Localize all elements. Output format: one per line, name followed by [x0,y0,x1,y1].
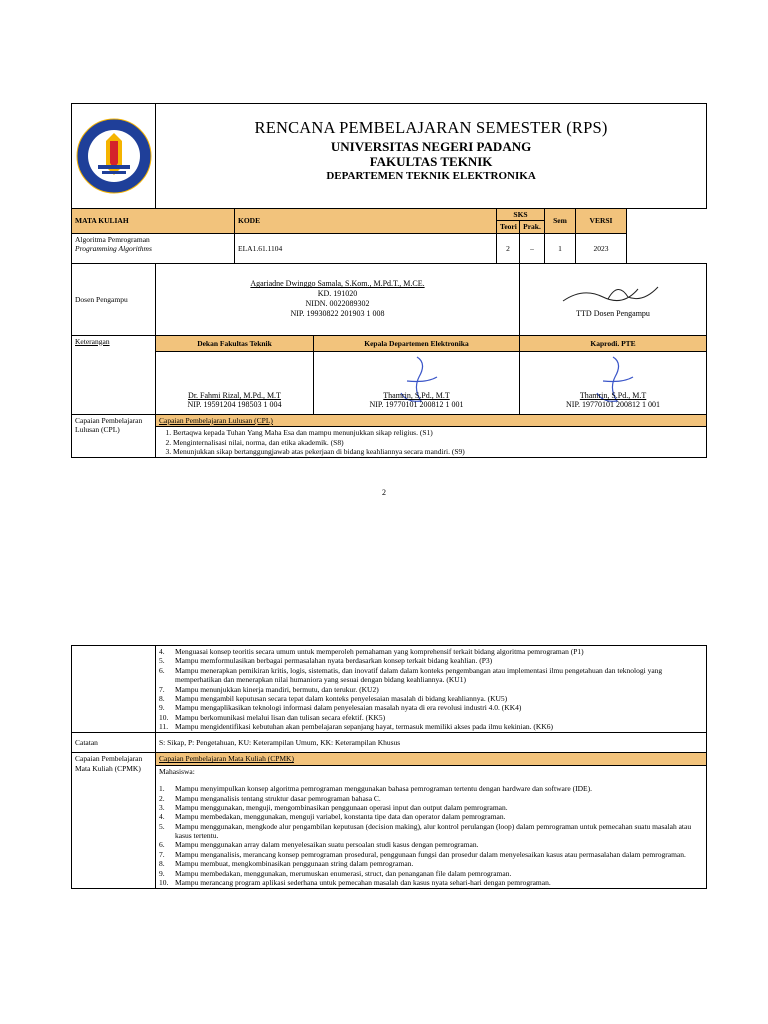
dekan-signature [156,351,314,414]
list-item: 10. Mampu merancang program aplikasi sederhana untuk pemecahan masalah dan kasus nyata sehari-hari dengan pemrograman. [159,877,551,887]
catatan-label: Catatan [72,733,156,753]
title-cell [156,104,707,209]
list-item: 6. Mampu menggunakan array dalam menyelesaikan suatu persoalan studi kasus dengan pemrograman. [159,840,479,850]
mata-kuliah-header: MATA KULIAH [72,209,235,234]
kadep-nip: NIP. 19770101 200812 1 001 [369,399,464,409]
dosen-info [156,263,520,335]
dekan-name: Dr. Fahmi Rizal, M.Pd., M.T [188,390,281,400]
kadep-name: Thamrin, S.Pd., M.T [383,390,450,400]
dosen-signature-icon [558,279,668,309]
list-item: 8. Mampu mengambil keputusan secara tepat dalam konteks penyelesaian masalah di bidang keahliannya. (KU5) [159,693,508,703]
cpmk-heading: Capaian Pembelajaran Mata Kuliah (CPMK) [156,753,707,765]
list-item: 9. Mampu mengaplikasikan teknologi informasi dalam penyelesaian masalah nyata di era revolusi industri 4.0. (KK4) [159,703,522,713]
dekan-nip: NIP. 19591204 198503 1 004 [187,399,282,409]
rps-continuation-table [71,645,707,889]
list-item: 9. Mampu membedakan, menggunakan, merumuskan enumerasi, struct, dan penanganan file dalam pemrograman. [159,868,512,878]
list-item: 3. Menunjukkan sikap bertanggungjawab atas pekerjaan di bidang keahliannya secara mandiri. (S9) [173,447,703,456]
cpmk-label: Capaian Pembelajaran Mata Kuliah (CPMK) [72,753,156,889]
kadep-header: Kepala Departemen Elektronika [314,335,520,351]
sks-header: SKS [497,209,545,221]
kode-header: KODE [235,209,497,234]
prak-header: Prak. [520,221,545,233]
cpl-cont-list [159,647,703,731]
kadep-signature [314,351,520,414]
kaprodi-header: Kaprodi. PTE [520,335,707,351]
list-item: 4. Mampu membedakan, menggunakan, menguji variabel, konstanta tipe data dan operator dalam pemrograman. [159,812,506,822]
dosen-kd: KD. 191020 [317,289,358,299]
list-item: 7. Mampu menganalisis, merancang konsep pemrograman prosedural, penggunaan fungsi dan prosedur dalam menyelesaikan kasus atau permasalahan dalam pemrograman. [159,849,686,859]
cpl-heading: Capaian Pembelajaran Lulusan (CPL) [156,414,707,426]
list-item: 8. Mampu membuat, mengkombinasikan penggunaan string dalam pemrograman. [159,859,414,869]
university-name: UNIVERSITAS NEGERI PADANG [330,138,532,154]
list-item: 7. Mampu menunjukkan kinerja mandiri, bermutu, dan terukur. (KU2) [159,684,379,694]
list-item: 1. Mampu menyimpulkan konsep algoritma pemrograman menggunakan bahasa pemrograman tertentu dengan hardware dan software (IDE). [159,784,592,794]
course-prak: – [520,233,545,263]
course-name: Algoritma Pemrograman [75,234,150,244]
cpl-list [159,428,703,456]
kaprodi-signature [520,351,707,414]
cpl-list-cell [156,427,707,458]
department-name: DEPARTEMEN TEKNIK ELEKTRONIKA [326,170,536,183]
cpmk-list-cell [156,765,707,889]
cpl-cont-label [72,646,156,733]
dosen-label: Dosen Pengampu [72,263,156,335]
cpmk-list [159,784,703,887]
list-item: 2. Menginternalisasi nilai, norma, dan etika akademik. (S8) [173,438,703,447]
course-name-cell [72,233,235,263]
list-item: 2. Mampu menganalisis tentang struktur dasar pemrograman bahasa C. [159,793,381,803]
sem-header: Sem [545,209,576,234]
course-name-en: Programming Algorithms [75,244,152,254]
course-code: ELA1.61.1104 [235,233,497,263]
list-item: 1. Bertaqwa kepada Tuhan Yang Maha Esa dan mampu menunjukkan sikap religius. (S1) [173,428,703,437]
course-sem: 1 [545,233,576,263]
versi-header: VERSI [576,209,627,234]
list-item: 5. Mampu menggunakan, mengkode alur pengambilan keputusan (decision making), alur kontrol perulangan (loop) dalam pemrograman untuk pemecahan suatu masalah atau kasus tertentu. [159,821,692,840]
list-item: 6. Mampu menerapkan pemikiran kritis, logis, sistematis, dan inovatif dalam dalam konteks pengembangan atau implementasi ilmu pengetahuan dan teknologi yang memperhatikan dan menerapkan nilai humaniora yang sesuai dengan bidang keahliannya. (KU1) [159,665,663,685]
keterangan-label: Keterangan [72,335,156,414]
rps-header-table [71,103,707,458]
document-title: RENCANA PEMBELAJARAN SEMESTER (RPS) [254,118,608,137]
dosen-name: Agariadne Dwinggo Samala, S.Kom., M.Pd.T., M.CE. [250,279,425,289]
list-item: 5. Mampu memformulasikan berbagai permasalahan nyata berdasarkan konsep terkait bidang keahlian. (P3) [159,656,493,666]
dosen-nip: NIP. 19930822 201903 1 008 [290,309,385,319]
cpl-label: Capaian Pembelajaran Lulusan (CPL) [72,414,156,458]
unp-logo [75,117,153,195]
kaprodi-name: Thamrin, S.Pd., M.T [579,390,647,400]
list-item: 4. Menguasai konsep teoritis secara umum untuk memperoleh pemahaman yang komprehensif terkait bidang algoritma pemrograman (P1) [159,647,584,656]
page-number: 2 [382,488,386,497]
dekan-header: Dekan Fakultas Teknik [156,335,314,351]
course-versi: 2023 [576,233,627,263]
course-teori: 2 [497,233,520,263]
cpl-cont-cell [156,646,707,733]
catatan-text: S: Sikap, P: Pengetahuan, KU: Keterampilan Umum, KK: Keterampilan Khusus [156,733,707,753]
cpmk-intro: Mahasiswa: [159,766,195,776]
list-item: 3. Mampu menggunakan, menguji, mengombinasikan penggunaan operasi input dan output dalam pemrograman. [159,802,508,812]
teori-header: Teori [497,221,520,233]
dosen-nidn: NIDN. 0022089302 [305,299,370,309]
logo-cell [72,104,156,209]
list-item: 11. Mampu mengidentifikasi kebutuhan akan pembelajaran sepanjang hayat, termasuk memiliki akses pada ilmu kekinian. (KK6) [159,722,554,731]
faculty-name: FAKULTAS TEKNIK [369,153,493,169]
ttd-label: TTD Dosen Pengampu [576,309,650,319]
dosen-signature-cell [520,263,707,335]
list-item: 10. Mampu berkomunikasi melalui lisan dan tulisan secara efektif. (KK5) [159,712,386,722]
kaprodi-nip: NIP. 19770101 200812 1 001 [566,399,661,409]
